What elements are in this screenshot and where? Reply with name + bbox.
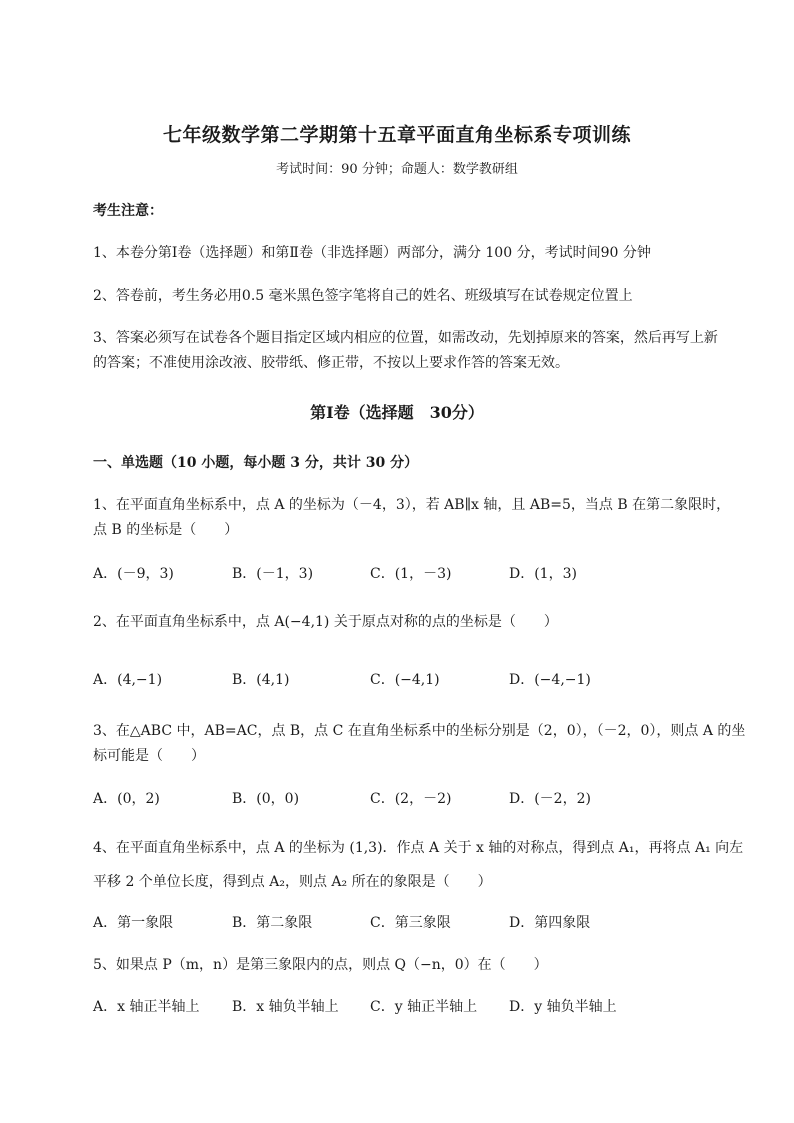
notes-heading: 考生注意： [93,203,163,219]
section-title: 第Ⅰ卷（选择题 30分） [310,403,484,422]
question-5-option-b: B．x 轴负半轴上 [232,999,339,1015]
question-4-text-continued: 平移 2 个单位长度，得到点 A₂，则点 A₂ 所在的象限是（ ） [93,874,492,890]
note-item-continued: 的答案；不准使用涂改液、胶带纸、修正带，不按以上要求作答的答案无效。 [93,355,569,371]
question-4-text: 4、在平面直角坐标系中，点 A 的坐标为 (1,3)．作点 A 关于 x 轴的对称点，得到点 A₁，再将点 A₁ 向左 [93,840,744,856]
question-2-option-c: C．(−4,1) [370,672,440,688]
question-3-option-c: C．(2，－2) [370,791,452,807]
question-3-option-d: D．(－2，2) [509,791,591,807]
question-4-option-b: B．第二象限 [232,915,313,931]
question-3-text: 3、在△ABC 中，AB=AC，点 B，点 C 在直角坐标系中的坐标分别是（2，0），（－2，0），则点 A 的坐 [93,723,746,739]
question-4-option-d: D．第四象限 [509,915,591,931]
question-group-heading: 一、单选题（10 小题，每小题 3 分，共计 30 分） [93,455,419,471]
question-5-option-a: A．x 轴正半轴上 [93,999,200,1015]
page-title: 七年级数学第二学期第十五章平面直角坐标系专项训练 [162,124,631,146]
question-5-text: 5、如果点 P（m，n）是第三象限内的点，则点 Q（−n，0）在（ ） [93,957,548,973]
question-5-option-d: D．y 轴负半轴上 [509,999,617,1015]
question-2-option-a: A．(4,−1) [93,672,163,688]
question-1-option-d: D．(1，3) [509,566,577,582]
exam-info: 考试时间：90 分钟；命题人：数学教研组 [276,162,518,177]
question-4-option-a: A．第一象限 [93,915,174,931]
question-3-text-continued: 标可能是（ ） [93,748,205,764]
question-1-option-c: C．(1，－3) [370,566,452,582]
question-1-option-b: B．(－1，3) [232,566,314,582]
question-2-text: 2、在平面直角坐标系中，点 A(−4,1) 关于原点对称的点的坐标是（ ） [93,614,558,630]
question-1-text-continued: 点 B 的坐标是（ ） [93,522,239,538]
note-item: 2、答卷前，考生务必用0.5 毫米黑色签字笔将自己的姓名、班级填写在试卷规定位置上 [93,288,633,304]
note-item: 3、答案必须写在试卷各个题目指定区域内相应的位置，如需改动，先划掉原来的答案，然后再写上新 [93,330,718,346]
note-item: 1、本卷分第Ⅰ卷（选择题）和第Ⅱ卷（非选择题）两部分，满分 100 分，考试时间90 分钟 [93,245,651,261]
question-3-option-b: B．(0，0) [232,791,300,807]
question-2-option-b: B．(4,1) [232,672,290,688]
question-1-text: 1、在平面直角坐标系中，点 A 的坐标为（－4，3），若 AB∥x 轴，且 AB=5，当点 B 在第二象限时， [93,497,731,513]
question-2-option-d: D．(−4,−1) [509,672,591,688]
question-1-option-a: A．(－9，3) [93,566,174,582]
question-3-option-a: A．(0，2) [93,791,160,807]
question-5-option-c: C．y 轴正半轴上 [370,999,478,1015]
question-4-option-c: C．第三象限 [370,915,451,931]
